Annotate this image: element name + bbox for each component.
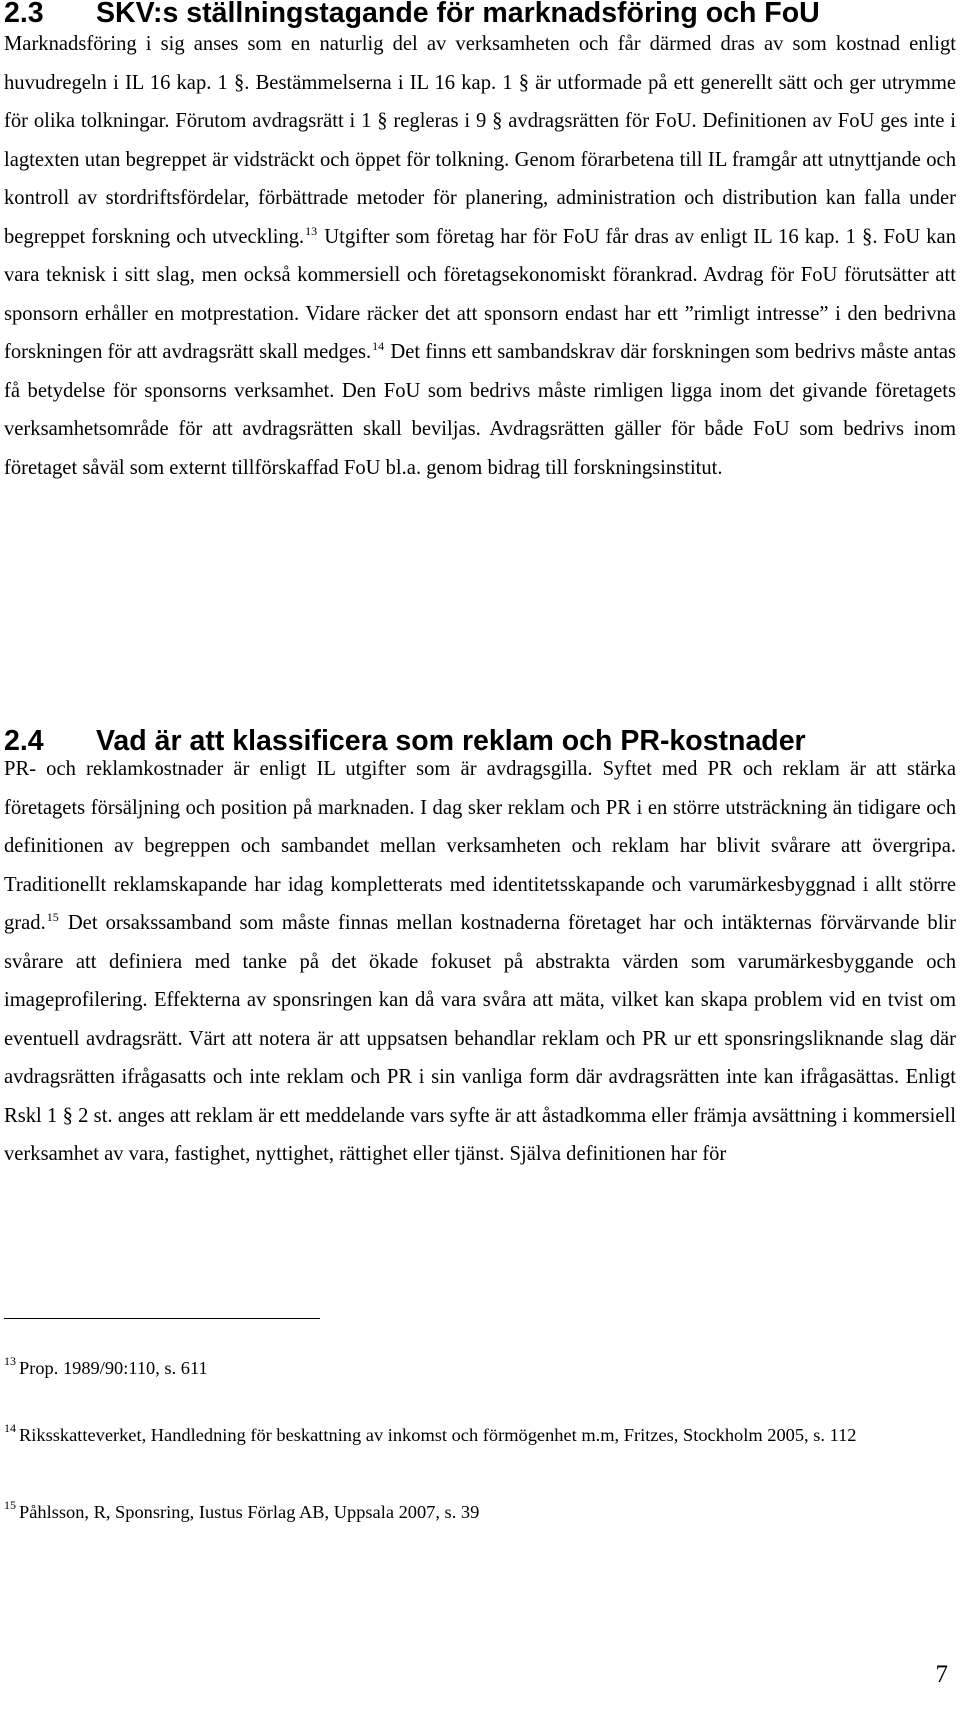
footnote-number: 13 — [4, 1354, 16, 1368]
paragraph-text: Utgifter som företag har för FoU får dras av enligt IL 16 kap. 1 §. FoU kan vara teknisk i sitt slag, men också kommersiell och företagsekonomiskt förankrad. Avdrag för FoU förutsätter att sponsorn erhåller en motprestation. Vidare räcker det att sponsorn endast har ett ”rimligt intresse” i den bedrivna forskningen för att avdragsrätt skall medges. — [4, 225, 956, 363]
footnote-number: 15 — [4, 1498, 16, 1512]
body-paragraph-fou — [4, 25, 956, 487]
paragraph-text: Marknadsföring i sig anses som en naturlig del av verksamheten och får därmed dras av som kostnad enligt huvudregeln i IL 16 kap. 1 §. Bestämmelserna i IL 16 kap. 1 § är utformade på ett generellt sätt och ger utrymme för olika tolkningar. Förutom avdragsrätt i 1 § regleras i 9 § avdragsrätten för FoU. Definitionen av FoU ges inte i lagtexten utan begreppet är vidsträckt och öppet för tolkning. Genom förarbetena till IL framgår att utnyttjande och kontroll av stordriftsfördelar, förbättrade metoder för planering, administration och distribution kan falla under begreppet forskning och utveckling. — [4, 33, 956, 248]
footnote-text: Prop. 1989/90:110, s. 611 — [19, 1358, 208, 1378]
footnote-13 — [4, 1354, 948, 1382]
footnote-15 — [4, 1498, 948, 1526]
footnote-text: Påhlsson, R, Sponsring, Iustus Förlag AB, Uppsala 2007, s. 39 — [19, 1502, 480, 1522]
paragraph-text: PR- och reklamkostnader är enligt IL utgifter som är avdragsgilla. Syftet med PR och reklam är att stärka företagets försäljning och position på marknaden. I dag sker reklam och PR i en större utsträckning än tidigare och definitionen av begreppen och sambandet mellan verksamheten och reklam har blivit svårare att övergripa. Traditionellt reklamskapande har idag kompletterats med identitetsskapande och varumärkesbyggnad i allt större grad. — [4, 758, 956, 934]
body-paragraph-reklam — [4, 750, 956, 1174]
section-number: 2.3 — [4, 0, 44, 29]
section-title: SKV:s ställningstagande för marknadsföring och FoU — [96, 0, 820, 29]
footnote-ref-14[interactable]: 14 — [372, 339, 385, 353]
footnote-number: 14 — [4, 1421, 16, 1435]
page-number: 7 — [935, 1661, 948, 1688]
footnote-divider — [4, 1318, 320, 1319]
footnote-ref-13[interactable]: 13 — [305, 223, 318, 238]
section-number: 2.4 — [4, 725, 44, 757]
paragraph-text: Det orsakssamband som måste finnas mellan kostnaderna företaget har och intäkternas förvärvande blir svårare att definiera med tanke på det ökade fokuset på abstrakta värden som varumärkesbyggande och imageprofilering. Effekterna av sponsringen kan då vara svåra att mäta, vilket kan skapa problem vid en tvist om eventuell avdragsrätt. Värt att notera är att uppsatsen behandlar reklam och PR ur ett sponsringsliknande slag där avdragsrätten ifrågasatts och inte reklam och PR i sin vanliga form där avdragsrätten inte kan ifrågasättas. Enligt Rskl 1 § 2 st. anges att reklam är ett meddelande vars syfte är att åstadkomma eller främja avsättning i kommersiell verksamhet av vara, fastighet, nyttighet, rättighet eller tjänst. Själva definitionen har för — [4, 912, 956, 1165]
footnote-14 — [4, 1421, 948, 1449]
section-title: Vad är att klassificera som reklam och PR-kostnader — [96, 725, 806, 757]
paragraph-text: Det finns ett sambandskrav där forskningen som bedrivs måste antas få betydelse för sponsorns verksamhet. Den FoU som bedrivs måste rimligen ligga inom det givande företagets verksamhetsområde för att avdragsrätten skall beviljas. Avdragsrätten gäller för både FoU som bedrivs inom företaget såväl som externt tillförskaffad FoU bl.a. genom bidrag till forskningsinstitut. — [4, 341, 956, 479]
footnote-ref-15[interactable]: 15 — [46, 910, 59, 924]
footnote-text: Riksskatteverket, Handledning för beskattning av inkomst och förmögenhet m.m, Fritzes, Stockholm 2005, s. 112 — [19, 1425, 857, 1445]
